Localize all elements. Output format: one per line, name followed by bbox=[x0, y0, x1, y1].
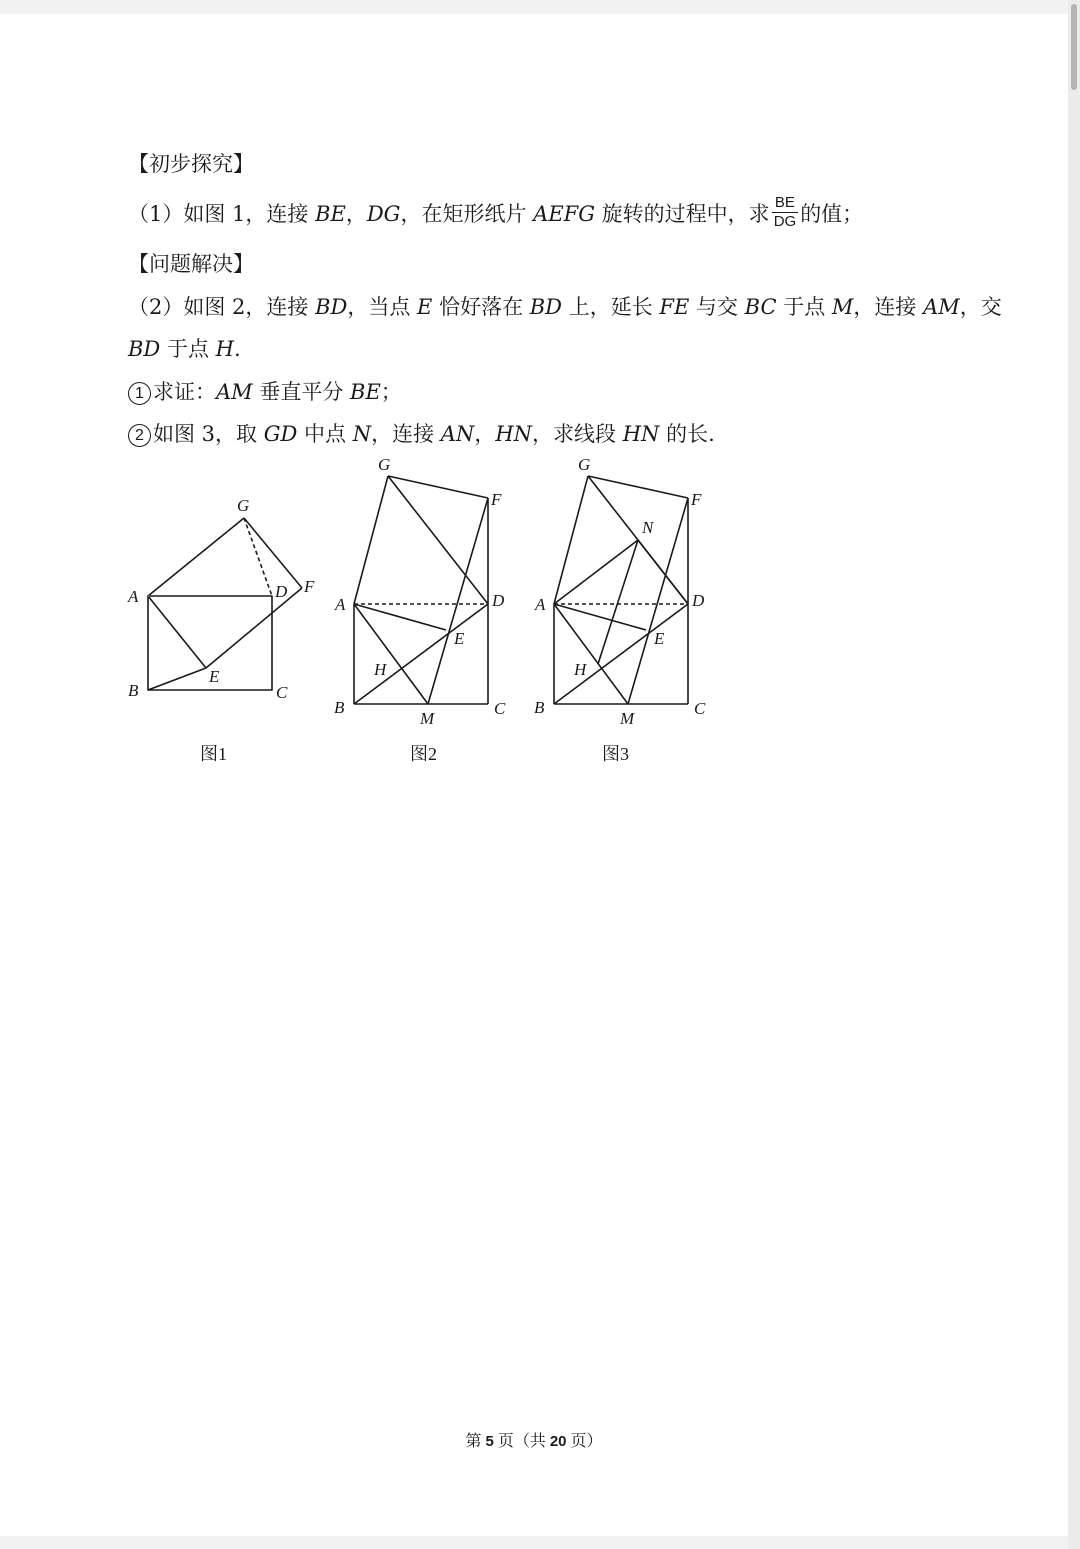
q2-text: （2）如图 2，连接 bbox=[128, 295, 316, 319]
fig3-segment-am bbox=[554, 604, 628, 704]
fig3-label-b: B bbox=[534, 698, 545, 717]
heading-preliminary-exploration: 【初步探究】 bbox=[128, 152, 254, 176]
fig2-label-h: H bbox=[374, 660, 387, 679]
q2-text: ，当点 bbox=[347, 295, 418, 319]
q2-text: . bbox=[233, 337, 241, 361]
q2-text: 上，延长 bbox=[562, 295, 660, 319]
sub2-text: 中点 bbox=[297, 422, 353, 446]
fig3-label-n: N bbox=[642, 518, 654, 537]
fig1-label-b: B bbox=[128, 681, 139, 700]
fig3-caption: 图3 bbox=[602, 744, 629, 764]
sub1-text: 求证： bbox=[153, 380, 216, 404]
fig2-label-g: G bbox=[378, 455, 391, 474]
fraction-numerator: BE bbox=[772, 194, 799, 213]
fig1-label-a: A bbox=[128, 587, 139, 606]
fig1-label-e: E bbox=[209, 667, 220, 686]
fig3-label-g: G bbox=[578, 455, 591, 474]
footer-text: 第 bbox=[465, 1433, 486, 1450]
fig3-label-d: D bbox=[692, 591, 705, 610]
fig3-segment-nd bbox=[638, 540, 688, 604]
q1-text: 旋转的过程中，求 bbox=[595, 202, 770, 226]
sub2-text: ，连接 bbox=[371, 422, 441, 446]
fig2-segment-ae bbox=[354, 604, 446, 630]
fraction-denominator: DG bbox=[773, 213, 797, 230]
q2-text: 恰好落在 bbox=[432, 295, 530, 319]
sub1-var: AM bbox=[216, 380, 253, 404]
fig3-segment-bd bbox=[554, 604, 688, 704]
vertical-scrollbar[interactable] bbox=[1068, 0, 1080, 1549]
q2-var: M bbox=[831, 295, 854, 319]
q2-text: ，连接 bbox=[853, 295, 924, 319]
q1-text: 的值； bbox=[800, 202, 864, 226]
q1-text: （1）如图 1，连接 bbox=[128, 202, 316, 226]
q2-var: BD bbox=[529, 295, 563, 319]
fig1-segment-ea bbox=[148, 596, 206, 668]
fig2-label-d: D bbox=[492, 591, 505, 610]
fig1-label-c: C bbox=[276, 683, 288, 702]
fig3-label-c: C bbox=[694, 699, 706, 718]
fig1-segment-ag bbox=[148, 518, 244, 596]
fig2-segment-ag bbox=[354, 476, 388, 604]
q1-text: ，在矩形纸片 bbox=[400, 202, 534, 226]
fig1-segment-gd-dashed bbox=[244, 518, 272, 596]
q2-var: FE bbox=[659, 295, 690, 319]
fig1-label-g: G bbox=[237, 496, 250, 515]
fig2-label-f: F bbox=[491, 490, 502, 509]
fig3-label-e: E bbox=[654, 629, 665, 648]
sub1-var: BE bbox=[350, 380, 381, 404]
sub2-var: HN bbox=[622, 422, 660, 446]
fig1-label-d: D bbox=[275, 582, 288, 601]
fig1-label-f: F bbox=[304, 577, 315, 596]
sub2-var: GD bbox=[263, 422, 298, 446]
fig1-segment-gf bbox=[244, 518, 302, 588]
footer-text: 页（共 bbox=[493, 1433, 550, 1450]
q2-text: 与交 bbox=[689, 295, 745, 319]
footer-page-number: 5 bbox=[485, 1433, 494, 1450]
q2-text: 于点 bbox=[776, 295, 832, 319]
sub1-text: 垂直平分 bbox=[252, 380, 351, 404]
fig2-label-e: E bbox=[454, 629, 465, 648]
fig2-label-b: B bbox=[334, 698, 345, 717]
fig2-segment-am bbox=[354, 604, 428, 704]
sub2-var: N bbox=[352, 422, 372, 446]
q2-var: BD bbox=[315, 295, 348, 319]
circled-number-2: 2 bbox=[128, 424, 151, 447]
sub2-text: 如图 3，取 bbox=[153, 422, 264, 446]
fig3-label-f: F bbox=[691, 490, 702, 509]
fig1-caption: 图1 bbox=[200, 744, 227, 764]
sub2-var: AN bbox=[440, 422, 475, 446]
q2-text: 于点 bbox=[160, 337, 216, 361]
circled-number-1: 1 bbox=[128, 382, 151, 405]
q1-var: AEFG bbox=[533, 202, 595, 226]
fig3-segment-an bbox=[554, 540, 638, 604]
fig3-label-m: M bbox=[620, 709, 635, 728]
fig2-caption: 图2 bbox=[410, 744, 437, 764]
q2-var: H bbox=[215, 337, 234, 361]
sub2-text: ，求线段 bbox=[532, 422, 623, 446]
scrollbar-thumb[interactable] bbox=[1071, 4, 1077, 90]
q2-var: AM bbox=[923, 295, 960, 319]
fig3-segment-ae bbox=[554, 604, 646, 630]
fig3-label-h: H bbox=[574, 660, 587, 679]
q1-var: BE bbox=[315, 202, 346, 226]
fig3-label-a: A bbox=[535, 595, 546, 614]
sub1-text: ； bbox=[380, 380, 402, 404]
sub2-text: 的长. bbox=[659, 422, 715, 446]
fig1-segment-fe bbox=[206, 588, 302, 668]
fig2-segment-fm bbox=[428, 498, 488, 704]
fig2-label-m: M bbox=[420, 709, 435, 728]
sub2-text: ， bbox=[474, 422, 496, 446]
fig2-segment-bd bbox=[354, 604, 488, 704]
fig3-segment-fm bbox=[628, 498, 688, 704]
q1-var: DG bbox=[366, 202, 401, 226]
q2-text: ，交 bbox=[959, 295, 1002, 319]
fig1-segment-be bbox=[148, 668, 206, 690]
fig3-segment-ag bbox=[554, 476, 588, 604]
q2-var: BC bbox=[744, 295, 777, 319]
page-footer bbox=[0, 1428, 1068, 1451]
fig2-label-a: A bbox=[335, 595, 346, 614]
q1-text: ， bbox=[345, 202, 367, 226]
q2-var: BD bbox=[128, 337, 161, 361]
footer-text: 页） bbox=[566, 1433, 603, 1450]
footer-total-pages: 20 bbox=[549, 1433, 567, 1450]
sub2-var: HN bbox=[495, 422, 533, 446]
q2-var: E bbox=[417, 295, 433, 319]
heading-problem-solving: 【问题解决】 bbox=[128, 252, 254, 276]
figure-1-diagram bbox=[148, 518, 302, 690]
fig2-label-c: C bbox=[494, 699, 506, 718]
